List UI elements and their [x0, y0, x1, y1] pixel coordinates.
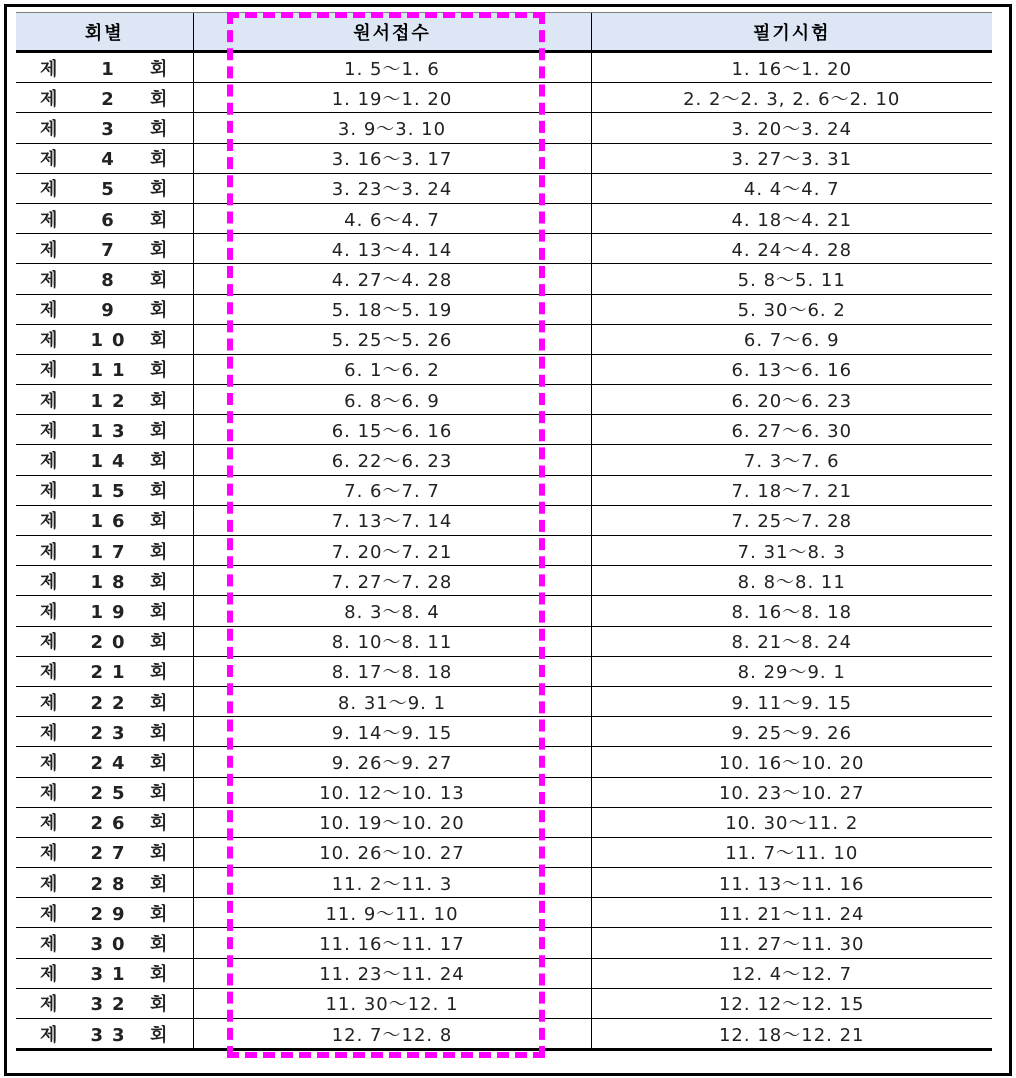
exam-schedule-table — [16, 12, 992, 1051]
table-row — [16, 113, 992, 143]
table-row — [16, 264, 992, 294]
round-suffix: 회 — [150, 903, 168, 925]
written-exam-period-cell: 3. 27～3. 31 — [591, 143, 992, 173]
table-row — [16, 143, 992, 173]
round-prefix: 제 — [40, 541, 58, 563]
application-period-cell: 1. 19～1. 20 — [193, 83, 591, 113]
table-row — [16, 445, 992, 475]
round-suffix: 회 — [150, 360, 168, 382]
table-row — [16, 837, 992, 867]
application-period-cell: 5. 18～5. 19 — [193, 294, 591, 324]
application-period-cell: 3. 9～3. 10 — [193, 113, 591, 143]
table-row — [16, 203, 992, 233]
round-suffix: 회 — [150, 843, 168, 865]
round-number: 30 — [90, 934, 134, 956]
round-cell — [16, 234, 193, 264]
table-row — [16, 1019, 992, 1050]
round-suffix: 회 — [150, 692, 168, 714]
written-exam-period-cell: 6. 13～6. 16 — [591, 354, 992, 384]
round-number: 6 — [101, 209, 123, 231]
written-exam-period-cell: 8. 21～8. 24 — [591, 626, 992, 656]
table-row — [16, 988, 992, 1018]
round-number: 2 — [101, 88, 123, 110]
table-row — [16, 294, 992, 324]
round-cell — [16, 354, 193, 384]
application-period-cell: 11. 30～12. 1 — [193, 988, 591, 1018]
round-cell — [16, 505, 193, 535]
round-number: 5 — [101, 179, 123, 201]
header-row — [16, 13, 992, 52]
round-cell — [16, 536, 193, 566]
round-number: 10 — [90, 330, 134, 352]
table-row — [16, 566, 992, 596]
table-row — [16, 717, 992, 747]
round-prefix: 제 — [40, 601, 58, 623]
round-cell — [16, 868, 193, 898]
round-suffix: 회 — [150, 722, 168, 744]
application-period-cell: 12. 7～12. 8 — [193, 1019, 591, 1050]
application-period-cell: 7. 13～7. 14 — [193, 505, 591, 535]
round-cell — [16, 807, 193, 837]
application-period-cell: 8. 17～8. 18 — [193, 656, 591, 686]
table-row — [16, 536, 992, 566]
round-cell — [16, 686, 193, 716]
round-cell — [16, 898, 193, 928]
application-period-cell: 7. 6～7. 7 — [193, 475, 591, 505]
application-period-cell: 6. 1～6. 2 — [193, 354, 591, 384]
header-application: 원서접수 — [193, 13, 591, 52]
round-prefix: 제 — [40, 692, 58, 714]
written-exam-period-cell: 11. 21～11. 24 — [591, 898, 992, 928]
table-row — [16, 52, 992, 83]
round-number: 12 — [90, 390, 134, 412]
application-period-cell: 11. 16～11. 17 — [193, 928, 591, 958]
round-cell — [16, 264, 193, 294]
round-prefix: 제 — [40, 420, 58, 442]
round-number: 11 — [90, 360, 134, 382]
round-prefix: 제 — [40, 330, 58, 352]
table-row — [16, 505, 992, 535]
round-number: 23 — [90, 722, 134, 744]
written-exam-period-cell: 8. 16～8. 18 — [591, 596, 992, 626]
application-period-cell: 10. 12～10. 13 — [193, 777, 591, 807]
round-number: 27 — [90, 843, 134, 865]
table-row — [16, 928, 992, 958]
round-prefix: 제 — [40, 360, 58, 382]
round-cell — [16, 596, 193, 626]
round-suffix: 회 — [150, 813, 168, 835]
round-suffix: 회 — [150, 601, 168, 623]
header-written-exam: 필기시험 — [591, 13, 992, 52]
round-prefix: 제 — [40, 390, 58, 412]
round-number: 20 — [90, 632, 134, 654]
round-cell — [16, 988, 193, 1018]
written-exam-period-cell: 12. 18～12. 21 — [591, 1019, 992, 1050]
round-cell — [16, 203, 193, 233]
round-prefix: 제 — [40, 994, 58, 1016]
round-number: 24 — [90, 752, 134, 774]
table-row — [16, 385, 992, 415]
written-exam-period-cell: 12. 4～12. 7 — [591, 958, 992, 988]
round-number: 26 — [90, 813, 134, 835]
written-exam-period-cell: 7. 25～7. 28 — [591, 505, 992, 535]
round-cell — [16, 294, 193, 324]
round-suffix: 회 — [150, 632, 168, 654]
round-prefix: 제 — [40, 752, 58, 774]
round-prefix: 제 — [40, 722, 58, 744]
table-row — [16, 777, 992, 807]
table-row — [16, 807, 992, 837]
round-prefix: 제 — [40, 783, 58, 805]
written-exam-period-cell: 3. 20～3. 24 — [591, 113, 992, 143]
round-number: 7 — [101, 239, 123, 261]
written-exam-period-cell: 10. 16～10. 20 — [591, 747, 992, 777]
table-row — [16, 596, 992, 626]
round-cell — [16, 143, 193, 173]
round-prefix: 제 — [40, 964, 58, 986]
written-exam-period-cell: 9. 11～9. 15 — [591, 686, 992, 716]
round-cell — [16, 717, 193, 747]
written-exam-period-cell: 11. 13～11. 16 — [591, 868, 992, 898]
round-prefix: 제 — [40, 903, 58, 925]
written-exam-period-cell: 9. 25～9. 26 — [591, 717, 992, 747]
round-prefix: 제 — [40, 149, 58, 171]
application-period-cell: 9. 26～9. 27 — [193, 747, 591, 777]
written-exam-period-cell: 1. 16～1. 20 — [591, 52, 992, 83]
written-exam-period-cell: 2. 2～2. 3, 2. 6～2. 10 — [591, 83, 992, 113]
round-suffix: 회 — [150, 330, 168, 352]
round-prefix: 제 — [40, 813, 58, 835]
written-exam-period-cell: 10. 30～11. 2 — [591, 807, 992, 837]
round-suffix: 회 — [150, 179, 168, 201]
round-prefix: 제 — [40, 239, 58, 261]
round-suffix: 회 — [150, 420, 168, 442]
written-exam-period-cell: 5. 30～6. 2 — [591, 294, 992, 324]
round-number: 15 — [90, 481, 134, 503]
round-number: 1 — [101, 58, 123, 80]
round-suffix: 회 — [150, 662, 168, 684]
written-exam-period-cell: 11. 27～11. 30 — [591, 928, 992, 958]
round-suffix: 회 — [150, 994, 168, 1016]
application-period-cell: 1. 5～1. 6 — [193, 52, 591, 83]
table-row — [16, 415, 992, 445]
application-period-cell: 7. 27～7. 28 — [193, 566, 591, 596]
application-period-cell: 7. 20～7. 21 — [193, 536, 591, 566]
written-exam-period-cell: 7. 3～7. 6 — [591, 445, 992, 475]
round-number: 4 — [101, 149, 123, 171]
table-row — [16, 747, 992, 777]
written-exam-period-cell: 4. 18～4. 21 — [591, 203, 992, 233]
round-prefix: 제 — [40, 88, 58, 110]
written-exam-period-cell: 6. 20～6. 23 — [591, 385, 992, 415]
written-exam-period-cell: 4. 24～4. 28 — [591, 234, 992, 264]
table-row — [16, 354, 992, 384]
round-cell — [16, 626, 193, 656]
round-suffix: 회 — [150, 209, 168, 231]
round-prefix: 제 — [40, 300, 58, 322]
round-number: 28 — [90, 873, 134, 895]
application-period-cell: 11. 9～11. 10 — [193, 898, 591, 928]
table-row — [16, 475, 992, 505]
written-exam-period-cell: 7. 31～8. 3 — [591, 536, 992, 566]
table-row — [16, 626, 992, 656]
table-row — [16, 324, 992, 354]
round-number: 16 — [90, 511, 134, 533]
application-period-cell: 8. 31～9. 1 — [193, 686, 591, 716]
table-header — [16, 13, 992, 52]
round-number: 32 — [90, 994, 134, 1016]
round-cell — [16, 566, 193, 596]
round-number: 33 — [90, 1024, 134, 1046]
round-number: 19 — [90, 601, 134, 623]
round-prefix: 제 — [40, 571, 58, 593]
written-exam-period-cell: 10. 23～10. 27 — [591, 777, 992, 807]
table-row — [16, 234, 992, 264]
written-exam-period-cell: 11. 7～11. 10 — [591, 837, 992, 867]
application-period-cell: 4. 27～4. 28 — [193, 264, 591, 294]
round-prefix: 제 — [40, 1024, 58, 1046]
application-period-cell: 8. 3～8. 4 — [193, 596, 591, 626]
written-exam-period-cell: 8. 29～9. 1 — [591, 656, 992, 686]
round-prefix: 제 — [40, 481, 58, 503]
application-period-cell: 3. 23～3. 24 — [193, 173, 591, 203]
round-suffix: 회 — [150, 118, 168, 140]
application-period-cell: 11. 23～11. 24 — [193, 958, 591, 988]
table-body — [16, 52, 992, 1050]
round-number: 9 — [101, 300, 123, 322]
round-prefix: 제 — [40, 662, 58, 684]
round-prefix: 제 — [40, 843, 58, 865]
round-prefix: 제 — [40, 209, 58, 231]
round-number: 21 — [90, 662, 134, 684]
round-cell — [16, 415, 193, 445]
round-number: 22 — [90, 692, 134, 714]
round-number: 14 — [90, 451, 134, 473]
round-prefix: 제 — [40, 511, 58, 533]
table-row — [16, 173, 992, 203]
round-suffix: 회 — [150, 390, 168, 412]
written-exam-period-cell: 4. 4～4. 7 — [591, 173, 992, 203]
round-suffix: 회 — [150, 88, 168, 110]
round-cell — [16, 656, 193, 686]
table-row — [16, 83, 992, 113]
round-prefix: 제 — [40, 179, 58, 201]
round-cell — [16, 1019, 193, 1050]
round-cell — [16, 445, 193, 475]
application-period-cell: 6. 15～6. 16 — [193, 415, 591, 445]
round-prefix: 제 — [40, 632, 58, 654]
round-cell — [16, 113, 193, 143]
round-cell — [16, 837, 193, 867]
written-exam-period-cell: 7. 18～7. 21 — [591, 475, 992, 505]
round-prefix: 제 — [40, 873, 58, 895]
round-suffix: 회 — [150, 511, 168, 533]
round-suffix: 회 — [150, 873, 168, 895]
table-row — [16, 686, 992, 716]
round-prefix: 제 — [40, 451, 58, 473]
application-period-cell: 6. 8～6. 9 — [193, 385, 591, 415]
round-number: 17 — [90, 541, 134, 563]
round-prefix: 제 — [40, 118, 58, 140]
round-prefix: 제 — [40, 269, 58, 291]
written-exam-period-cell: 8. 8～8. 11 — [591, 566, 992, 596]
application-period-cell: 10. 19～10. 20 — [193, 807, 591, 837]
round-number: 18 — [90, 571, 134, 593]
round-cell — [16, 958, 193, 988]
application-period-cell: 11. 2～11. 3 — [193, 868, 591, 898]
round-number: 25 — [90, 783, 134, 805]
round-suffix: 회 — [150, 58, 168, 80]
round-number: 13 — [90, 420, 134, 442]
round-number: 29 — [90, 903, 134, 925]
round-cell — [16, 83, 193, 113]
round-number: 8 — [101, 269, 123, 291]
round-suffix: 회 — [150, 451, 168, 473]
round-suffix: 회 — [150, 571, 168, 593]
round-suffix: 회 — [150, 1024, 168, 1046]
application-period-cell: 3. 16～3. 17 — [193, 143, 591, 173]
round-suffix: 회 — [150, 239, 168, 261]
round-prefix: 제 — [40, 58, 58, 80]
round-suffix: 회 — [150, 934, 168, 956]
round-suffix: 회 — [150, 783, 168, 805]
round-cell — [16, 777, 193, 807]
round-cell — [16, 324, 193, 354]
round-suffix: 회 — [150, 964, 168, 986]
table-row — [16, 898, 992, 928]
written-exam-period-cell: 6. 7～6. 9 — [591, 324, 992, 354]
table-row — [16, 958, 992, 988]
application-period-cell: 10. 26～10. 27 — [193, 837, 591, 867]
round-number: 31 — [90, 964, 134, 986]
round-suffix: 회 — [150, 269, 168, 291]
table-row — [16, 656, 992, 686]
round-cell — [16, 52, 193, 83]
round-cell — [16, 475, 193, 505]
round-cell — [16, 173, 193, 203]
round-cell — [16, 928, 193, 958]
round-suffix: 회 — [150, 541, 168, 563]
round-cell — [16, 747, 193, 777]
table-row — [16, 868, 992, 898]
application-period-cell: 6. 22～6. 23 — [193, 445, 591, 475]
application-period-cell: 4. 13～4. 14 — [193, 234, 591, 264]
round-cell — [16, 385, 193, 415]
round-suffix: 회 — [150, 752, 168, 774]
round-suffix: 회 — [150, 300, 168, 322]
round-number: 3 — [101, 118, 123, 140]
header-round: 회별 — [16, 13, 193, 52]
application-period-cell: 8. 10～8. 11 — [193, 626, 591, 656]
written-exam-period-cell: 6. 27～6. 30 — [591, 415, 992, 445]
round-suffix: 회 — [150, 149, 168, 171]
application-period-cell: 5. 25～5. 26 — [193, 324, 591, 354]
application-period-cell: 9. 14～9. 15 — [193, 717, 591, 747]
written-exam-period-cell: 5. 8～5. 11 — [591, 264, 992, 294]
application-period-cell: 4. 6～4. 7 — [193, 203, 591, 233]
written-exam-period-cell: 12. 12～12. 15 — [591, 988, 992, 1018]
round-suffix: 회 — [150, 481, 168, 503]
round-prefix: 제 — [40, 934, 58, 956]
